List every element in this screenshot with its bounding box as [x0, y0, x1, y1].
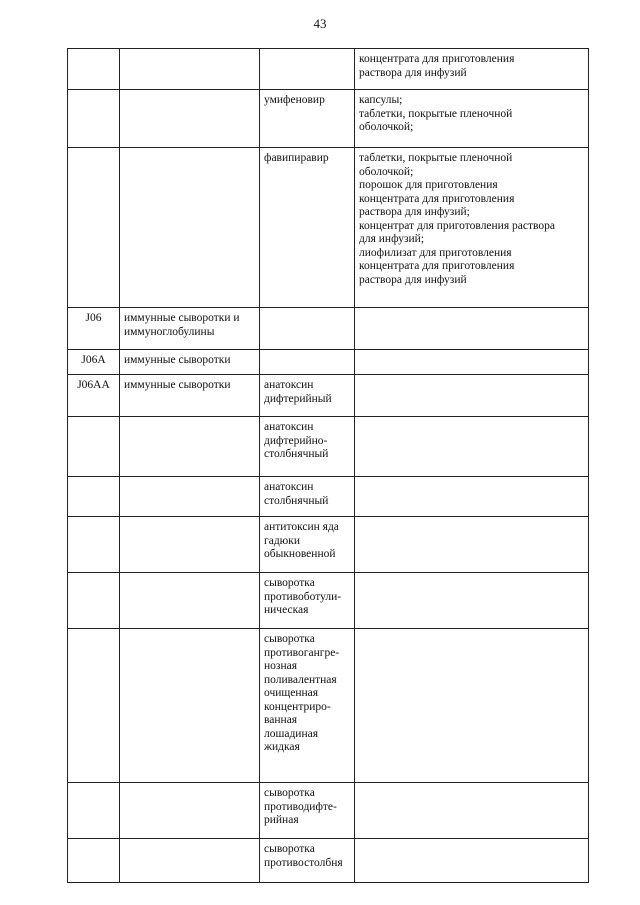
substance-line: очищенная	[264, 687, 319, 699]
substance-line: умифеновир	[264, 94, 325, 106]
atc-group-cell	[120, 477, 260, 517]
table-row	[68, 629, 589, 783]
substance-cell	[260, 417, 355, 477]
table-row	[68, 49, 589, 90]
atc-group-line: иммунные сыворотки и	[124, 312, 240, 324]
atc-group-cell	[120, 350, 260, 375]
substance-line: анатоксин	[264, 421, 314, 433]
atc-group-cell	[120, 417, 260, 477]
table-row	[68, 308, 589, 350]
substance-cell	[260, 839, 355, 883]
substance-line: столбнячный	[264, 494, 329, 507]
dosage-form-line: раствора для инфузий;	[359, 206, 470, 218]
medicines-table	[67, 48, 589, 883]
dosage-forms-cell	[355, 629, 589, 783]
dosage-forms-cell	[355, 375, 589, 417]
atc-code-cell	[68, 783, 120, 839]
atc-group-cell	[120, 839, 260, 883]
dosage-form-line: раствора для инфузий	[359, 66, 467, 79]
substance-line: сыворотка	[264, 577, 315, 589]
atc-code: J06AA	[77, 379, 110, 391]
atc-code-cell	[68, 517, 120, 573]
dosage-form-line: капсулы;	[359, 94, 403, 106]
dosage-form-line: лиофилизат для приготовления	[359, 246, 512, 259]
atc-code-cell	[68, 839, 120, 883]
atc-group-cell	[120, 308, 260, 350]
dosage-forms-cell	[355, 90, 589, 148]
substance-line: лошадиная	[264, 727, 319, 740]
substance-line: противоботули-	[264, 590, 342, 603]
atc-code-cell	[68, 375, 120, 417]
table-row	[68, 148, 589, 308]
page-number: 43	[313, 16, 327, 31]
substance-cell	[260, 49, 355, 90]
dosage-form-line: концентрата для приготовления	[359, 192, 515, 205]
atc-group-cell	[120, 573, 260, 629]
atc-group-line: иммунные сыворотки	[124, 379, 231, 391]
substance-line: гадюки	[264, 534, 301, 547]
substance-line: столбнячный	[264, 448, 329, 460]
substance-cell	[260, 375, 355, 417]
atc-group-cell	[120, 148, 260, 308]
dosage-form-line: раствора для инфузий	[359, 273, 467, 286]
table-row	[68, 417, 589, 477]
substance-line: рийная	[264, 814, 299, 826]
substance-cell	[260, 477, 355, 517]
dosage-form-line: концентрата для приготовления	[359, 260, 515, 272]
table-row	[68, 477, 589, 517]
dosage-form-line: оболочкой;	[359, 121, 414, 133]
dosage-form-line: для инфузий;	[359, 233, 425, 245]
substance-line: противогангре-	[264, 646, 340, 659]
table-row	[68, 517, 589, 573]
table-row	[68, 839, 589, 883]
substance-line: антитоксин яда	[264, 521, 339, 533]
dosage-form-line: таблетки, покрытые пленочной	[359, 107, 513, 120]
dosage-form-line: концентрата для приготовления	[359, 53, 515, 65]
atc-code-cell	[68, 308, 120, 350]
substance-line: анатоксин	[264, 379, 314, 391]
dosage-forms-cell	[355, 573, 589, 629]
substance-line: противостолбня	[264, 856, 343, 869]
dosage-form-line: порошок для приготовления	[359, 179, 498, 191]
substance-line: противодифте-	[264, 800, 337, 813]
substance-line: обыкновенной	[264, 548, 336, 560]
substance-line: сыворотка	[264, 633, 315, 645]
atc-code-cell	[68, 573, 120, 629]
substance-cell	[260, 308, 355, 350]
substance-line: концентриро-	[264, 700, 331, 713]
dosage-forms-cell	[355, 308, 589, 350]
atc-code-cell	[68, 350, 120, 375]
table-row	[68, 350, 589, 375]
substance-cell	[260, 629, 355, 783]
table-row	[68, 783, 589, 839]
atc-code-cell	[68, 417, 120, 477]
table-row	[68, 573, 589, 629]
substance-line: сыворотка	[264, 787, 315, 799]
dosage-forms-cell	[355, 148, 589, 308]
substance-line: дифтерийный	[264, 392, 332, 405]
substance-line: ванная	[264, 714, 298, 726]
atc-code-cell	[68, 49, 120, 90]
atc-code-cell	[68, 90, 120, 148]
substance-line: сыворотка	[264, 843, 315, 855]
atc-code: J06A	[81, 354, 106, 366]
atc-code-cell	[68, 148, 120, 308]
atc-group-cell	[120, 375, 260, 417]
atc-code: J06	[85, 312, 102, 324]
dosage-forms-cell	[355, 477, 589, 517]
dosage-forms-cell	[355, 839, 589, 883]
atc-group-cell	[120, 49, 260, 90]
dosage-forms-cell	[355, 350, 589, 375]
dosage-forms-cell	[355, 417, 589, 477]
substance-cell	[260, 350, 355, 375]
substance-line: анатоксин	[264, 481, 314, 493]
substance-cell	[260, 573, 355, 629]
atc-group-line: иммуноглобулины	[124, 325, 215, 338]
substance-line: жидкая	[264, 741, 300, 753]
dosage-forms-cell	[355, 783, 589, 839]
dosage-forms-cell	[355, 49, 589, 90]
dosage-form-line: таблетки, покрытые пленочной	[359, 152, 513, 164]
substance-line: дифтерийно-	[264, 434, 328, 447]
substance-line: нозная	[264, 660, 297, 672]
substance-line: ническая	[264, 604, 309, 616]
substance-line: фавипиравир	[264, 152, 329, 164]
table-row	[68, 375, 589, 417]
dosage-form-line: оболочкой;	[359, 165, 414, 178]
atc-group-cell	[120, 783, 260, 839]
atc-code-cell	[68, 629, 120, 783]
atc-group-line: иммунные сыворотки	[124, 354, 231, 366]
atc-group-cell	[120, 90, 260, 148]
substance-cell	[260, 783, 355, 839]
substance-line: поливалентная	[264, 673, 337, 686]
atc-group-cell	[120, 629, 260, 783]
dosage-forms-cell	[355, 517, 589, 573]
atc-group-cell	[120, 517, 260, 573]
atc-code-cell	[68, 477, 120, 517]
table-row	[68, 90, 589, 148]
substance-cell	[260, 517, 355, 573]
substance-cell	[260, 90, 355, 148]
dosage-form-line: концентрат для приготовления раствора	[359, 219, 555, 232]
table-body	[68, 49, 589, 883]
substance-cell	[260, 148, 355, 308]
